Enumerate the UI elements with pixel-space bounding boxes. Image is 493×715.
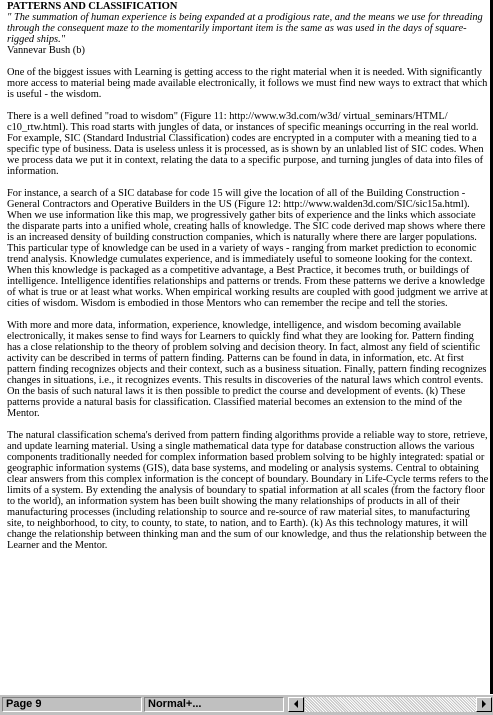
paragraph: There is a well defined "road to wisdom" (Figure 11: http://www.w3d.com/w3d/ virtual_seminars/HTML/ c10_rtw.html). This road starts with jungles of data, or instances of specific meanings occurring in the real world. For example, SIC (Standard Industrial Classification) codes are encrypted in a computer with a meaning tied to a specific type of business. Data is useless unless it is processed, as is shown by an unlabled list of SIC codes. When we process data we put it in context, relating the data to a specific purpose, and turning jungles of data into files of information.	[7, 111, 484, 177]
scroll-left-button[interactable]	[288, 697, 304, 712]
arrow-right-icon	[481, 700, 487, 710]
page-indicator: Page 9	[2, 697, 142, 712]
section-heading: PATTERNS AND CLASSIFICATION	[7, 1, 178, 12]
status-bar	[0, 694, 493, 715]
arrow-left-icon	[293, 700, 299, 710]
paragraph: The natural classification schema's derived from pattern finding algorithms provide a reliable way to store, retrieve, and update learning material. Using a single mathematical data type for database construction allows the various components traditionally needed for complex information based problem solving to be highly integrated: spatial or geographic information systems (GIS), data base systems, and modeling or analysis systems. Central to obtaining clear answers from this complex information is the concept of boundary. Boundary in Life-Cycle terms refers to the limits of a system. By extending the analysis of boundary to spatial information at all scales (from the factory floor to the world), an information system has been built showing the many relationships of products in all of their manufacturing processes (including relationship to source and re-source of raw material sites, to manufacturing site, to neighborhood, to city, to county, to state, to nation, and to Earth). (k) As this technology matures, it will change the relationship between thinking man and the sum of our knowledge, and thus the relationship between the Learner and the Mentor.	[7, 430, 489, 551]
scroll-right-button[interactable]	[476, 697, 492, 712]
paragraph: One of the biggest issues with Learning is getting access to the right material when it is needed. With significantly more access to material being made available electronically, it follows we must find new ways to extract that which is useful - the wisdom.	[7, 67, 488, 100]
epigraph-quote: " The summation of human experience is being expanded at a prodigious rate, and the means we use for threading through the consequent maze to the momentarily important item is the same as was used in the days of square-rigged ships."	[7, 12, 483, 45]
horizontal-scrollbar-track[interactable]	[305, 697, 476, 712]
paragraph: With more and more data, information, experience, knowledge, intelligence, and wisdom becoming available electronically, it makes sense to find ways for Learners to quickly find what they are looking for. Pattern finding has a close relationship to the theory of problem solving and decision theory. In fact, almost any field of scientific activity can be described in terms of pattern finding. Patterns can be found in data, in information, etc. At first pattern finding recognizes objects and their context, such as a business situation. Finally, pattern finding recognizes changes in situations, i.e., it recognizes events. This results in discoveries of the natural laws which control events. On the basis of such natural laws it is then possible to predict the course and development of events. (k) These patterns provide a natural basis for classification. Classified material becomes an extension to the mind of the Mentor.	[7, 320, 487, 419]
paragraph: For instance, a search of a SIC database for code 15 will give the location of all of the Building Construction - General Contractors and Operative Builders in the US (Figure 12: http://www.walden3d.com/SIC/sic15a.html). When we use information like this map, we progressively gather bits of experience and the links which associate the disparate parts into a unified whole, creating halls of knowledge. The SIC code derived map shows where there is an increased density of building construction companies, which is naturally where there are larger populations. This particular type of knowledge can be used in a variety of ways - ranging from market prediction to economic trend analysis. Knowledge cumulates experience, and is immediately useful to someone looking for the context. When this knowledge is packaged as a competitive advantage, a Best Practice, it becomes truth, or buildings of intelligence. Intelligence identifies relationships and patterns or trends. From these patterns we derive a knowledge of what is true or at least what works. When empirical working results are coupled with good judgment we arrive at cities of wisdom. Wisdom is embodied in those Mentors who can remember the recipe and tell the stories.	[7, 188, 488, 309]
quote-attribution: Vannevar Bush (b)	[7, 45, 85, 56]
style-indicator[interactable]: Normal+...	[144, 697, 284, 712]
